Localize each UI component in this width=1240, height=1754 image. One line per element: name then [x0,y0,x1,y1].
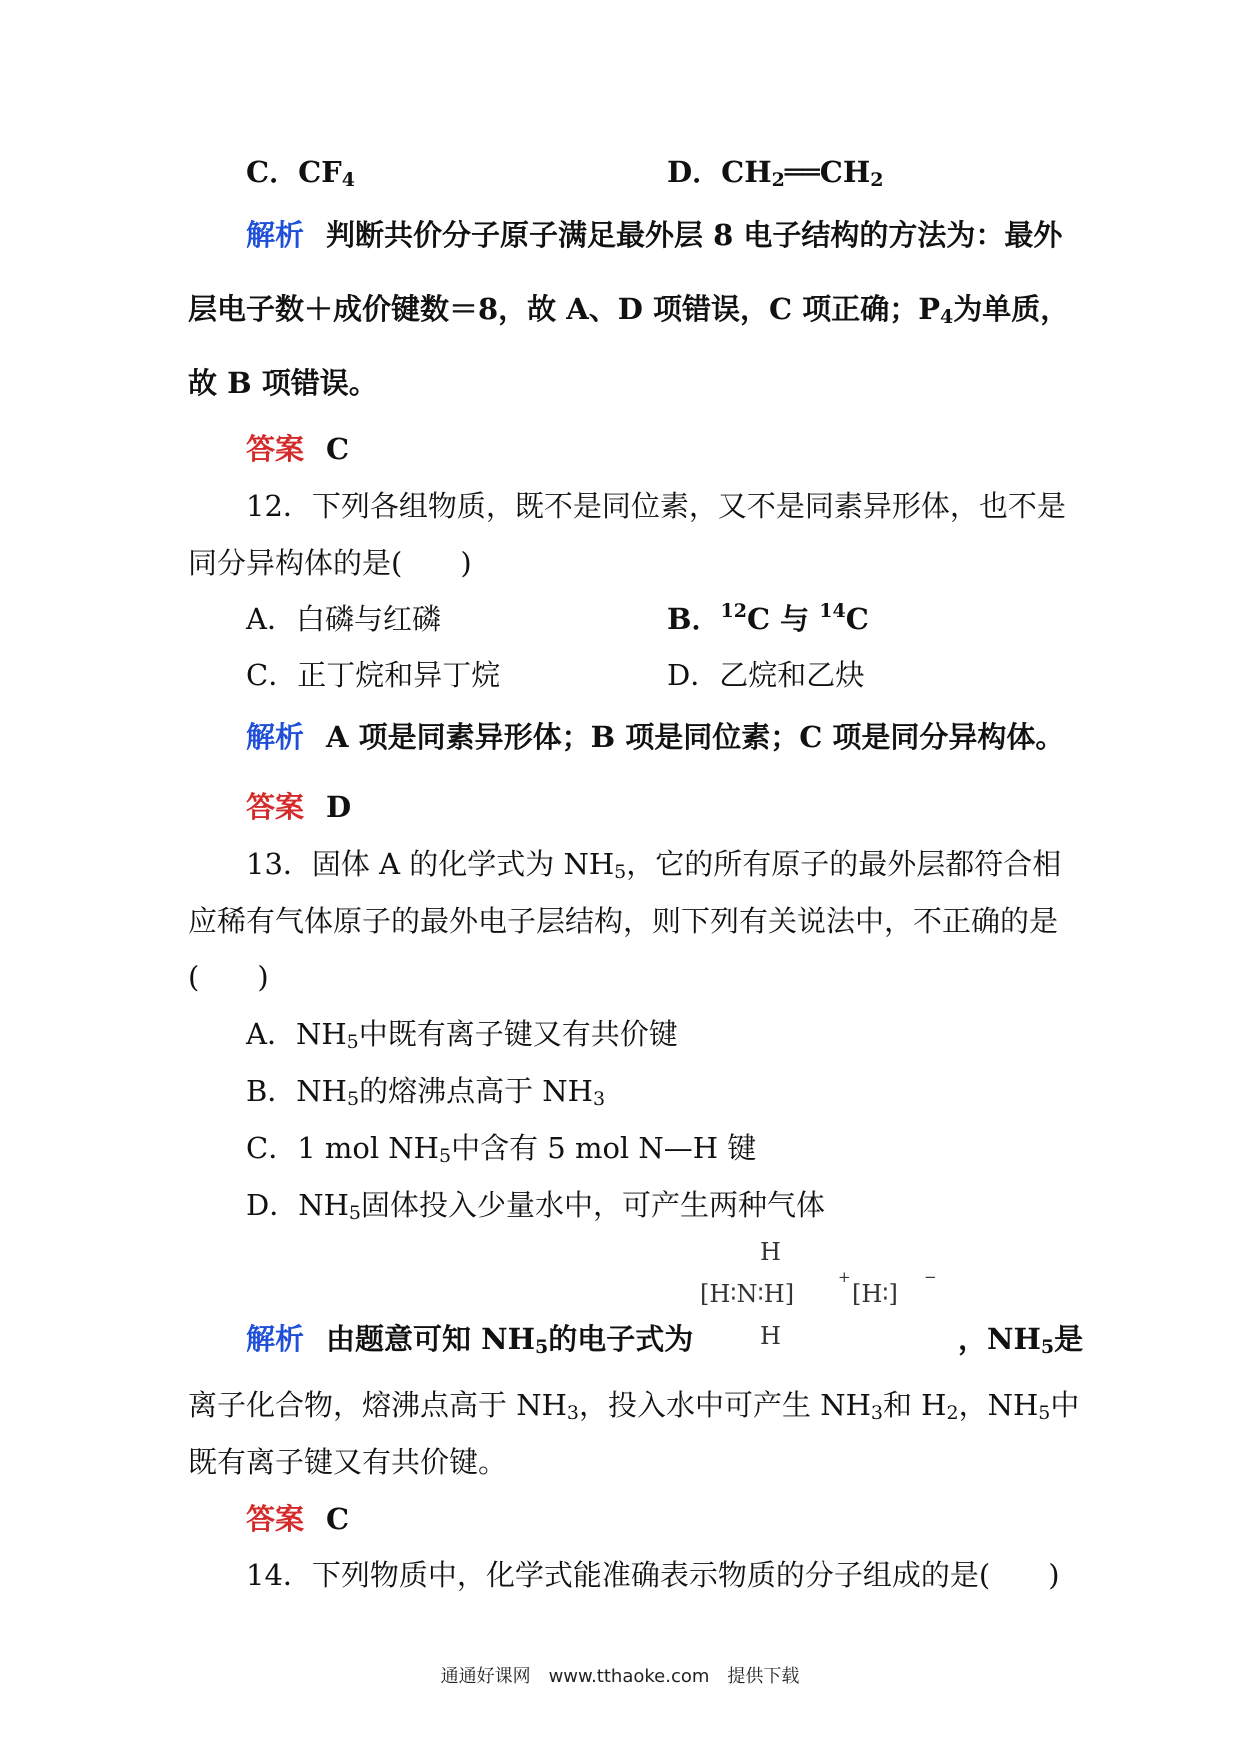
q13-option-d: D．$NH_5$固体投入少量水中，可产生两种气体 [246,1188,826,1224]
formula-bottom-h: H [760,1322,781,1350]
q12-option-a: A．白磷与红磷 [246,602,441,636]
q13-option-c: C．1 mol $NH_5$中含有 5 mol N—H 键 [246,1131,757,1167]
q11-option-c: C．$CF_4$ [246,155,355,191]
q13-analysis-line-2: 离子化合物，熔沸点高于 $NH_3$，投入水中可产生 $NH_3$和 $H_2$，$NH_5$中 [188,1388,1080,1424]
q14-stem: 14．下列物质中，化学式能准确表示物质的分子组成的是( ) [246,1558,1060,1592]
q13-option-b: B．$NH_5$的熔沸点高于 $NH_3$ [246,1074,606,1110]
nh5-electron-formula [700,1238,940,1358]
formula-anion: [H∶] [852,1280,898,1308]
q11-analysis-line-1: 解析 判断共价分子原子满足最外层 8 电子结构的方法为：最外 [246,218,1063,252]
q12-option-b: B．$^{12}$C 与 $^{14}$C [667,600,869,636]
q13-analysis-line-3: 既有离子键又有共价键。 [188,1445,508,1479]
q13-answer: 答案 C [246,1502,350,1536]
q13-stem-line-1: 13．固体 A 的化学式为 $NH_5$，它的所有原子的最外层都符合相 [246,847,1062,883]
q11-option-d: D．$CH_2══CH_2$ [667,155,884,191]
formula-top-h: H [760,1238,781,1266]
analysis-label: 解析 [246,218,305,252]
formula-plus: + [838,1268,851,1286]
q11-analysis-line-3: 故 B 项错误。 [188,366,378,400]
q12-stem-line-2: 同分异构体的是( ) [188,546,472,580]
q12-option-d: D．乙烷和乙炔 [667,658,865,692]
q13-analysis-line-1-end: ，$NH_5$是 [958,1322,1084,1358]
q12-stem-line-1: 12．下列各组物质，既不是同位素，又不是同素异形体，也不是 [246,489,1066,523]
page-footer: 通通好课网 www.tthaoke.com 提供下载 [440,1666,800,1687]
analysis-label: 解析 [246,1322,305,1356]
analysis-label: 解析 [246,720,305,754]
q13-stem-line-3: ( ) [188,960,269,994]
q12-analysis: 解析 A 项是同素异形体；B 项是同位素；C 项是同分异构体。 [246,720,1065,754]
answer-label: 答案 [246,432,305,466]
q12-answer: 答案 D [246,790,352,824]
q12-option-c: C．正丁烷和异丁烷 [246,658,501,692]
answer-label: 答案 [246,790,305,824]
q13-stem-line-2: 应稀有气体原子的最外电子层结构，则下列有关说法中，不正确的是 [188,904,1059,938]
q13-option-a: A．$NH_5$中既有离子键又有共价键 [246,1017,678,1053]
formula-minus: − [924,1268,937,1286]
answer-label: 答案 [246,1502,305,1536]
q11-answer: 答案 C [246,432,350,466]
q11-analysis-line-2: 层电子数＋成价键数＝8，故 A、D 项错误，C 项正确；$P_4$为单质， [188,292,1070,328]
q13-analysis-line-1: 解析 由题意可知 $NH_5$的电子式为 [246,1322,694,1358]
formula-cation: [H∶N∶H] [700,1280,795,1308]
